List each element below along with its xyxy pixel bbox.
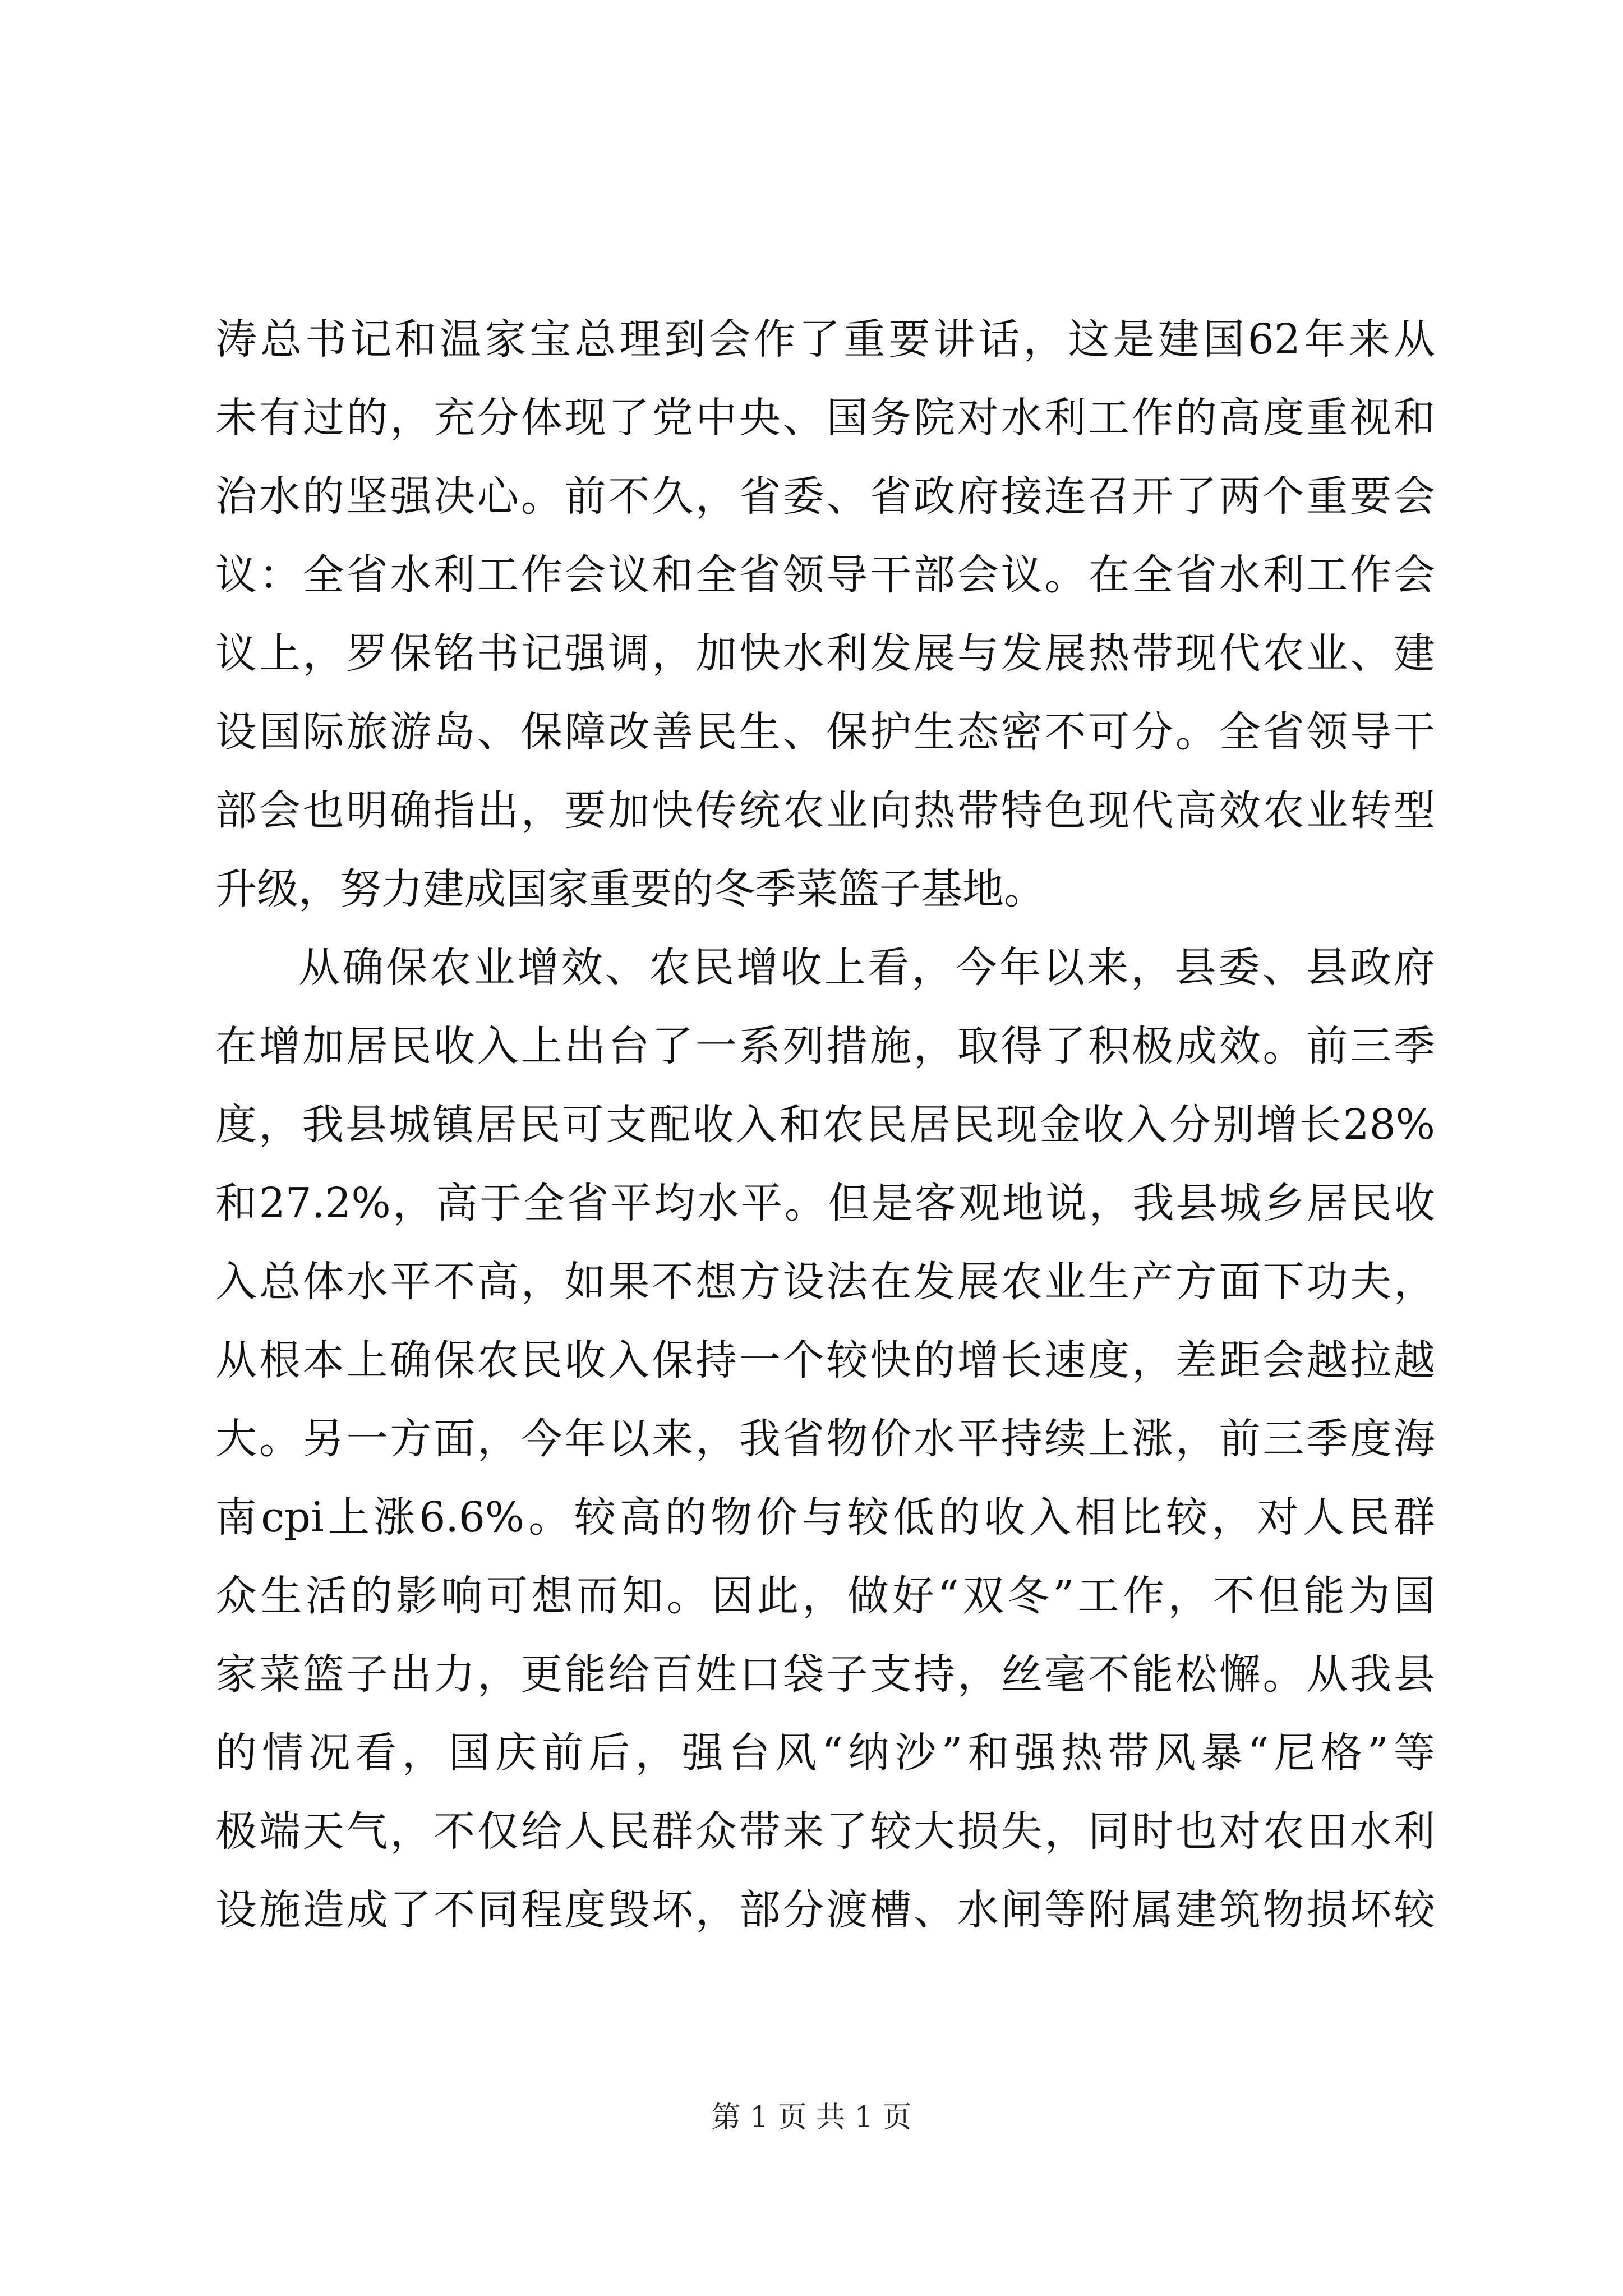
text-line: 众生活的影响可想而知。因此，做好“双冬”工作，不但能为国 [215, 1572, 1435, 1620]
document-body [215, 300, 1435, 1949]
text-line: 度，我县城镇居民可支配收入和农民居民现金收入分别增长28% [215, 1101, 1435, 1149]
text-line: 部会也明确指出，要加快传统农业向热带特色现代高效农业转型 [215, 786, 1435, 835]
text-line: 治水的坚强决心。前不久，省委、省政府接连召开了两个重要会 [215, 472, 1435, 521]
text-line: 从确保农业增效、农民增收上看，今年以来，县委、县政府 [298, 944, 1435, 992]
page-footer: 第 1 页 共 1 页 [711, 2101, 912, 2134]
text-line: 的情况看，国庆前后，强台风“纳沙”和强热带风暴“尼格”等 [215, 1729, 1435, 1777]
text-line: 家菜篮子出力，更能给百姓口袋子支持，丝毫不能松懈。从我县 [215, 1650, 1435, 1699]
text-line: 从根本上确保农民收入保持一个较快的增长速度，差距会越拉越 [215, 1336, 1435, 1384]
text-line: 议上，罗保铭书记强调，加快水利发展与发展热带现代农业、建 [215, 629, 1435, 678]
text-line: 和27.2%，高于全省平均水平。但是客观地说，我县城乡居民收 [215, 1179, 1435, 1227]
text-line: 大。另一方面，今年以来，我省物价水平持续上涨，前三季度海 [215, 1415, 1435, 1463]
paragraph-1 [215, 300, 1435, 928]
text-line: 设施造成了不同程度毁坏，部分渡槽、水闸等附属建筑物损坏较 [215, 1886, 1435, 1934]
text-line: 入总体水平不高，如果不想方设法在发展农业生产方面下功夫， [215, 1258, 1435, 1306]
text-line: 议：全省水利工作会议和全省领导干部会议。在全省水利工作会 [215, 551, 1435, 599]
text-line: 升级，努力建成国家重要的冬季菜篮子基地。 [215, 865, 1045, 913]
text-line: 未有过的，充分体现了党中央、国务院对水利工作的高度重视和 [215, 394, 1435, 442]
text-line: 设国际旅游岛、保障改善民生、保护生态密不可分。全省领导干 [215, 708, 1435, 756]
text-line: 极端天气，不仅给人民群众带来了较大损失，同时也对农田水利 [215, 1807, 1435, 1856]
text-line: 南cpi上涨6.6%。较高的物价与较低的收入相比较，对人民群 [215, 1493, 1435, 1542]
text-line: 涛总书记和温家宝总理到会作了重要讲话，这是建国62年来从 [215, 315, 1435, 364]
text-line: 在增加居民收入上出台了一系列措施，取得了积极成效。前三季 [215, 1022, 1435, 1070]
paragraph-2 [215, 928, 1435, 1949]
